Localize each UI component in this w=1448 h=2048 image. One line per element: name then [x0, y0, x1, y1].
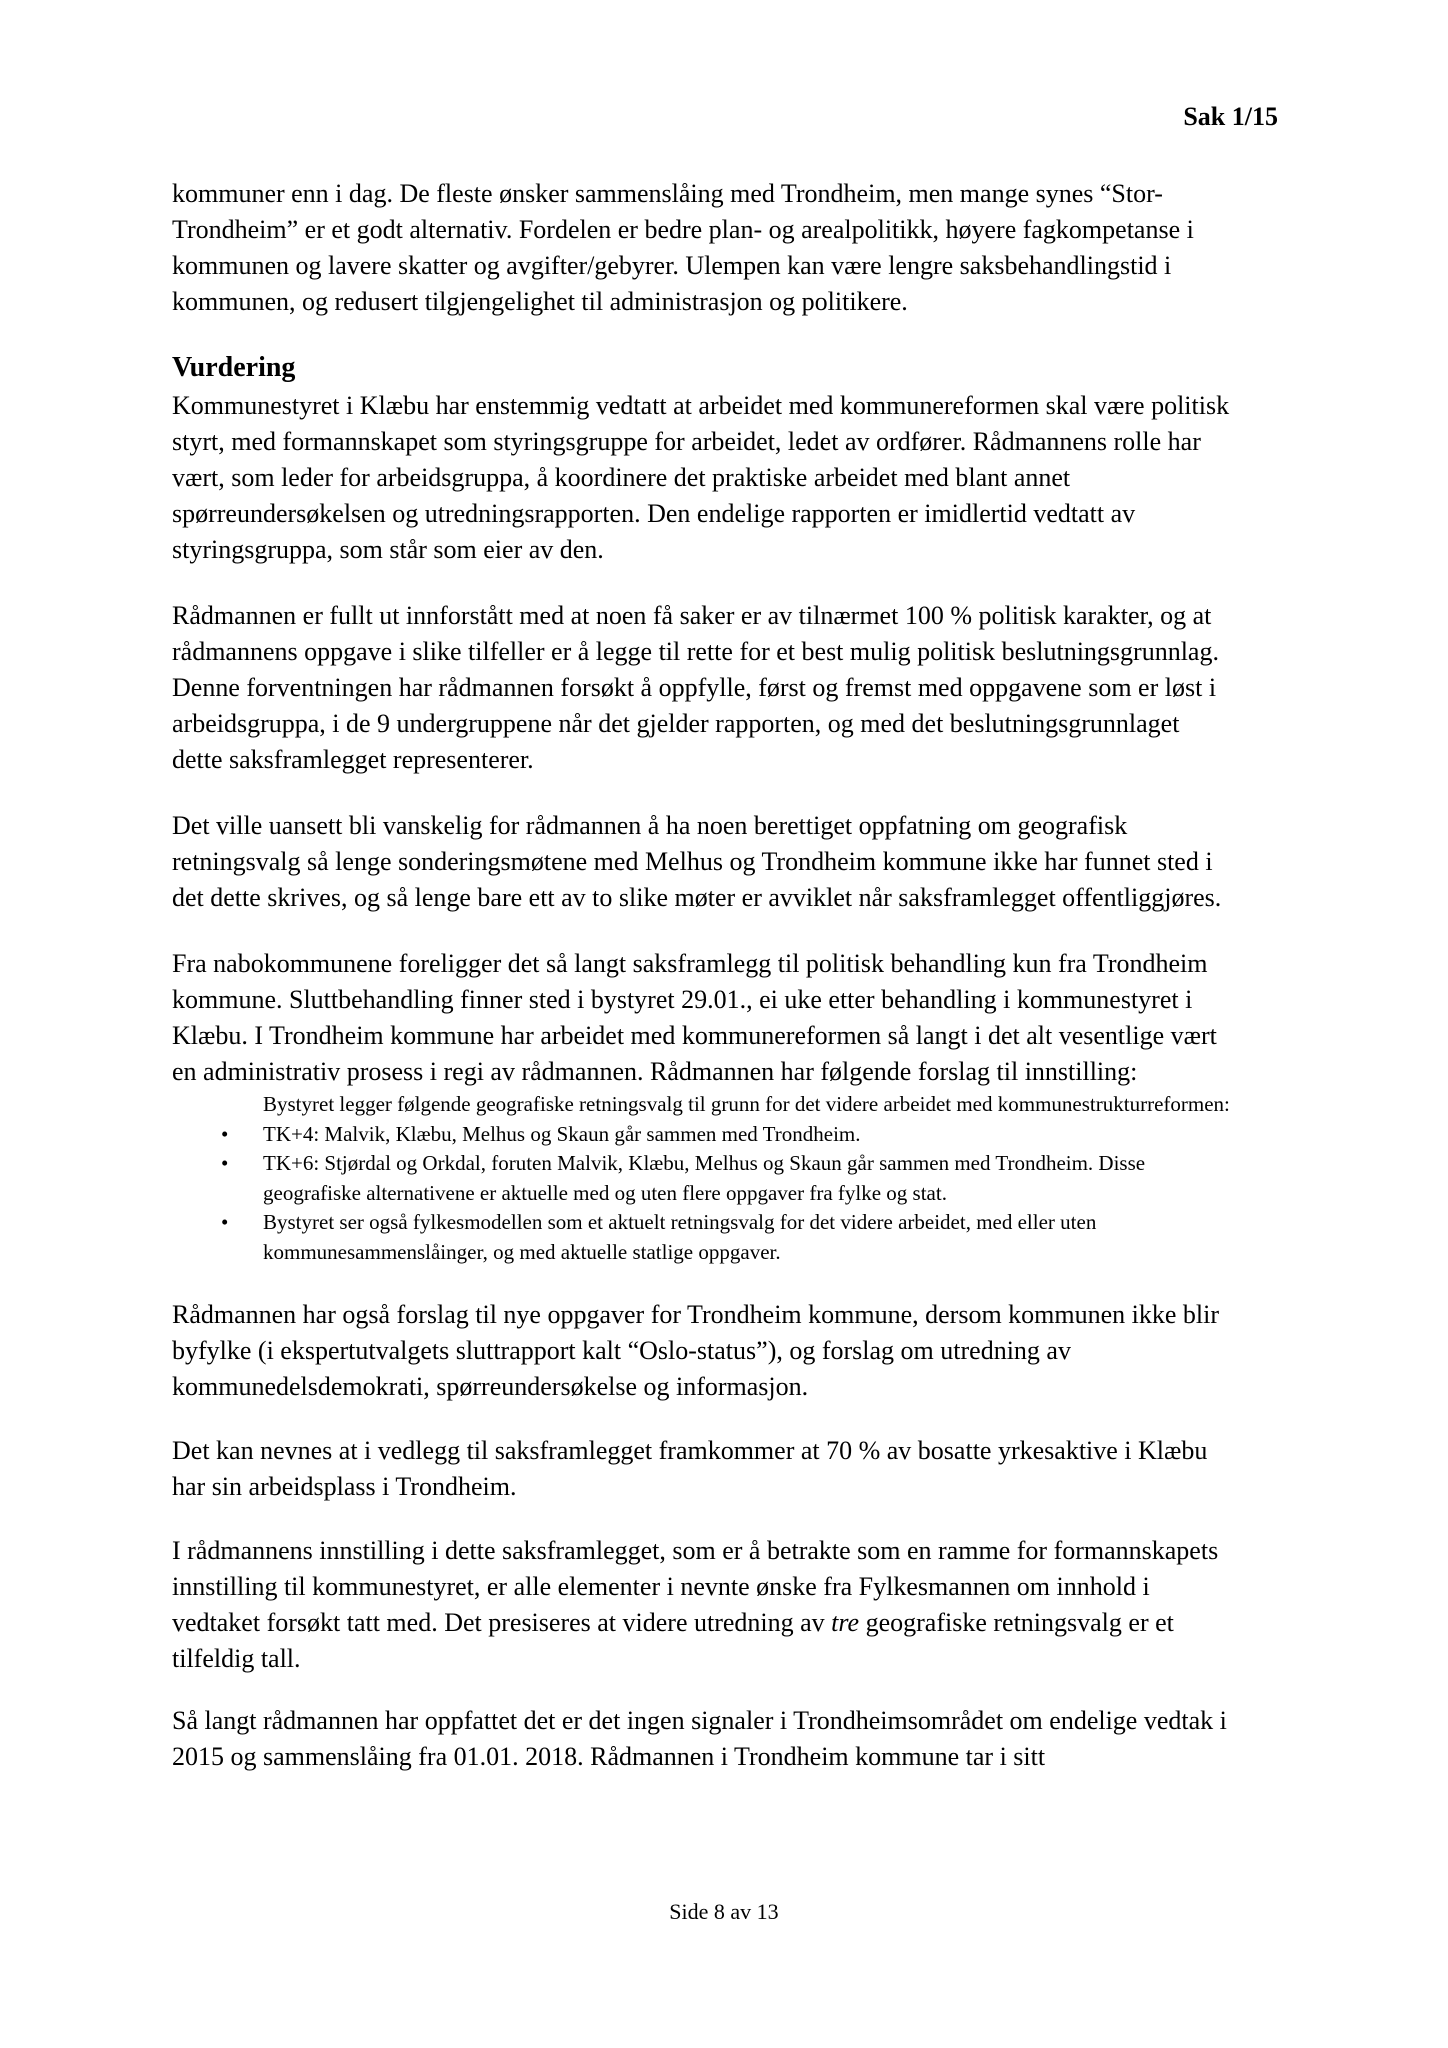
case-number-label: Sak 1/15: [1183, 102, 1278, 131]
page-number-label: Side 8 av 13: [669, 1899, 779, 1924]
bullet-text-tk6: TK+6: Stjørdal og Orkdal, foruten Malvik, Klæbu, Melhus og Skaun går sammen med Trondheim. Disse geografiske alternativene er aktuelle med og uten flere oppgaver fra fylke og stat.: [263, 1151, 1146, 1205]
paragraph-radmannen-innforstatt: Rådmannen er fullt ut innforstått med at noen få saker er av tilnærmet 100 % politisk karakter, og at rådmannens oppgave i slike tilfeller er å legge til rette for et best mulig politisk beslutningsgrunnlag. Denne forventningen har rådmannen forsøkt å oppfylle, først og fremst med oppgavene som er løst i arbeidsgruppa, i de 9 undergruppene når det gjelder rapporten, og med det beslutningsgrunnlaget dette saksframlegget representerer.: [172, 601, 1219, 774]
opening-paragraph: kommuner enn i dag. De fleste ønsker sammenslåing med Trondheim, men mange synes “Stor-Trondheim” er et godt alternativ. Fordelen er bedre plan- og arealpolitikk, høyere fagkompetanse i kommunen og lavere skatter og avgifter/gebyrer. Ulempen kan være lengre saksbehandlingstid i kommunen, og redusert tilgjengelighet til administrasjon og politikere.: [172, 179, 1194, 316]
paragraph-ramme-text-before: I rådmannens innstilling i dette saksframlegget, som er å betrakte som en ramme for formannskapets innstilling til kommunestyret, er alle elementer i nevnte ønske fra Fylkesmannen om innhold i vedtaket forsøkt tatt med. Det presiseres at videre utredning av: [172, 1536, 1219, 1637]
innstilling-intro: Bystyret legger følgende geografiske retningsvalg til grunn for det videre arbeidet med kommunestrukturreformen:: [263, 1092, 1230, 1116]
paragraph-nye-oppgaver: Rådmannen har også forslag til nye oppgaver for Trondheim kommune, dersom kommunen ikke blir byfylke (i ekspertutvalgets sluttrapport kalt “Oslo-status”), og forslag om utredning av kommunedelsdemokrati, spørreundersøkelse og informasjon.: [172, 1300, 1220, 1401]
document-content: [172, 176, 1234, 1775]
section-heading-vurdering: Vurdering: [172, 352, 296, 383]
paragraph-fra-nabokommunene: Fra nabokommunene foreligger det så langt saksframlegg til politisk behandling kun fra Trondheim kommune. Sluttbehandling finner sted i bystyret 29.01., ei uke etter behandling i kommunestyret i Klæbu. I Trondheim kommune har arbeidet med kommunereformen så langt i det alt vesentlige vært en administrativ prosess i regi av rådmannen. Rådmannen har følgende forslag til innstilling:: [172, 949, 1217, 1086]
bullet-item-tk4: [172, 1120, 1234, 1150]
bullet-icon: •: [221, 1151, 229, 1175]
paragraph-kommunestyret: Kommunestyret i Klæbu har enstemmig vedtatt at arbeidet med kommunereformen skal være politisk styrt, med formannskapet som styringsgruppe for arbeidet, ledet av ordfører. Rådmannens rolle har vært, som leder for arbeidsgruppa, å koordinere det praktiske arbeidet med blant annet spørreundersøkelsen og utredningsrapporten. Den endelige rapporten er imidlertid vedtatt av styringsgruppa, som står som eier av den.: [172, 391, 1230, 564]
paragraph-ramme-text-after: geografiske retningsvalg er et tilfeldig tall.: [172, 1608, 1174, 1673]
paragraph-det-ville-uansett: Det ville uansett bli vanskelig for rådmannen å ha noen berettiget oppfatning om geografisk retningsvalg så lenge sonderingsmøtene med Melhus og Trondheim kommune ikke har funnet sted i det dette skrives, og så lenge bare ett av to slike møter er avviklet når saksframlegget offentliggjøres.: [172, 811, 1222, 912]
bullet-icon: •: [221, 1210, 229, 1234]
paragraph-ramme: [172, 1533, 1234, 1677]
bullet-item-fylkesmodellen: [172, 1208, 1234, 1267]
bullet-icon: •: [221, 1121, 229, 1146]
bullet-text-tk4: TK+4: Malvik, Klæbu, Melhus og Skaun går sammen med Trondheim.: [263, 1121, 861, 1146]
bullet-item-tk6: [172, 1149, 1234, 1208]
paragraph-vedlegg: Det kan nevnes at i vedlegg til saksframlegget framkommer at 70 % av bosatte yrkesaktive i Klæbu har sin arbeidsplass i Trondheim.: [172, 1436, 1208, 1501]
bullet-text-fylkesmodellen: Bystyret ser også fylkesmodellen som et aktuelt retningsvalg for det videre arbeidet, med eller uten kommunesammenslåinger, og med aktuelle statlige oppgaver.: [263, 1210, 1097, 1264]
paragraph-ramme-italic-word: tre: [831, 1608, 860, 1637]
paragraph-sa-langt: Så langt rådmannen har oppfattet det er det ingen signaler i Trondheimsområdet om endelige vedtak i 2015 og sammenslåing fra 01.01. 2018. Rådmannen i Trondheim kommune tar i sitt: [172, 1706, 1227, 1771]
innstilling-quote-block: [172, 1090, 1234, 1267]
